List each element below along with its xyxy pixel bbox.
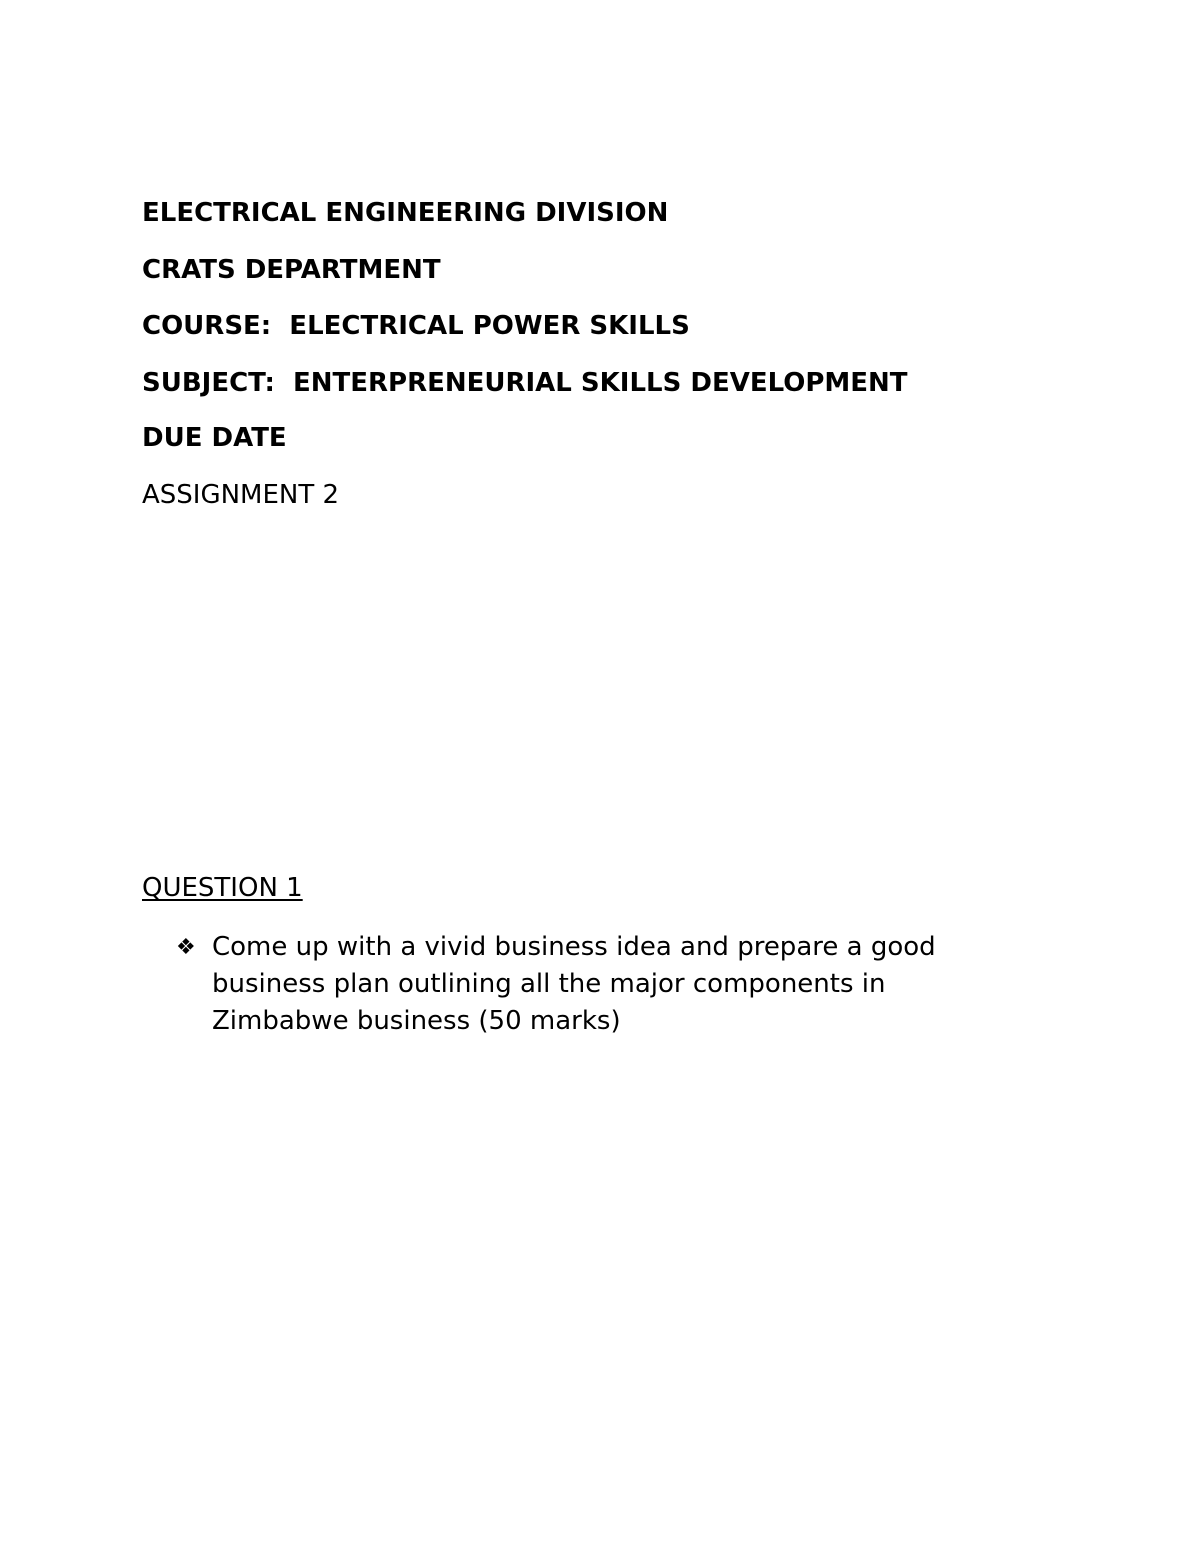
question-text: Come up with a vivid business idea and prepare a good business plan outlining all the major components in Zimbabwe business (50 marks) xyxy=(212,932,936,1036)
question-heading: QUESTION 1 xyxy=(142,873,303,903)
diamond-bullet-icon: ❖ xyxy=(176,935,196,960)
division-title: ELECTRICAL ENGINEERING DIVISION xyxy=(142,198,669,228)
department-title: CRATS DEPARTMENT xyxy=(142,255,441,285)
question-bullet-item xyxy=(176,929,1016,1040)
assignment-title: ASSIGNMENT 2 xyxy=(142,480,340,510)
subject-line: SUBJECT: ENTERPRENEURIAL SKILLS DEVELOPMENT xyxy=(142,368,908,398)
course-line: COURSE: ELECTRICAL POWER SKILLS xyxy=(142,311,690,341)
due-date-line: DUE DATE xyxy=(142,423,287,453)
